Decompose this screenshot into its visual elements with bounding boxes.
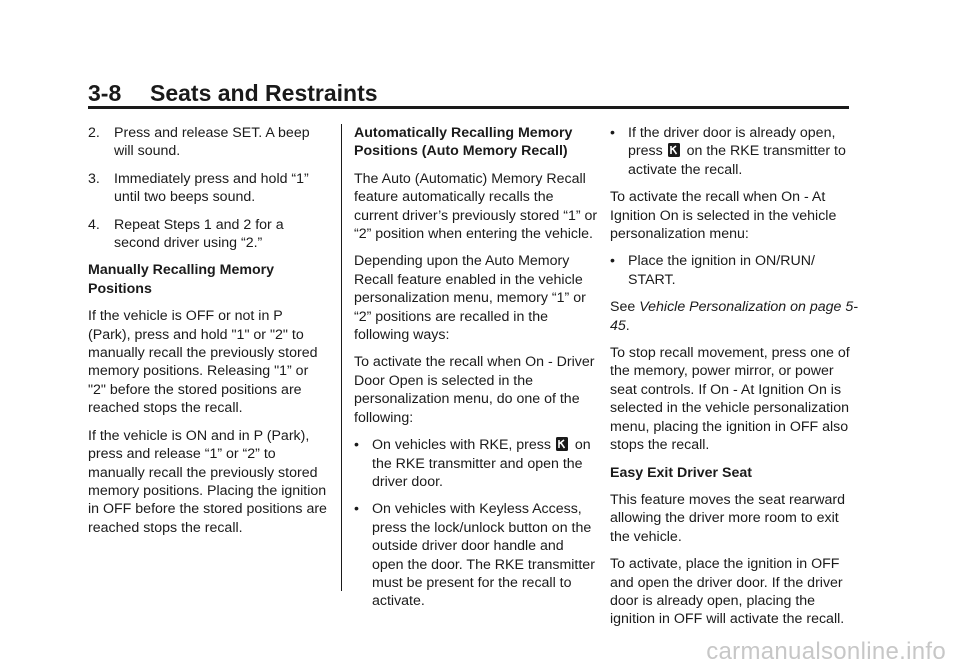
heading-easy-exit: Easy Exit Driver Seat [610,464,752,481]
paragraph-easy-exit-activate: To activate, place the ignition in OFF and open the driver door. If the driver door is already open, placing the ignition in OFF will activate the recall. [610,556,845,628]
column-2 [354,124,599,620]
bullet-dot: • [354,437,359,454]
bullet-dot: • [354,501,359,518]
unlock-key-icon [668,143,680,157]
paragraph-ignition-on: To activate the recall when On - At Ignition On is selected in the vehicle personalization menu: [610,189,837,243]
paragraph-manual-on: If the vehicle is ON and in P (Park), press and release “1” or “2” to manually recall the previously stored memory positions. Placing the ignition in OFF before the stored positions are reached stops the recall. [88,427,327,536]
step-4: 4. Repeat Steps 1 and 2 for a second driver using “2.” [88,216,284,252]
bullet-door-already-open: • If the driver door is already open, press on the RKE transmitter to activate the recall. [610,125,846,178]
paragraph-auto-depending: Depending upon the Auto Memory Recall feature enabled in the vehicle personalization menu, memory “1” or “2” positions are recalled in the following ways: [354,253,586,344]
unlock-key-icon [556,437,568,451]
paragraph-driver-door-open: To activate the recall when On - Driver Door Open is selected in the personalization menu, do one of the following: [354,354,595,426]
bullet-keyless-access: • On vehicles with Keyless Access, press the lock/unlock button on the outside driver door handle and open the door. The RKE transmitter must be present for the recall to activate. [354,501,595,610]
heading-auto-recall: Automatically Recalling Memory Positions (Auto Memory Recall) [354,125,573,160]
cross-reference-link[interactable]: Vehicle Personalization on page 5-45 [610,299,858,334]
watermark: carmanualsonline.info [706,638,946,665]
paragraph-manual-off: If the vehicle is OFF or not in P (Park), press and hold "1" or "2" to manually recall the previously stored memory positions. Releasing "1” or "2" before the stored positions are reached stops the recall. [88,308,318,417]
step-3: 3. Immediately press and hold “1” until two beeps sound. [88,170,309,206]
header-rule [88,106,849,109]
column-3 [610,124,860,638]
page-header [88,80,378,107]
paragraph-easy-exit-feature: This feature moves the seat rearward allowing the driver more room to exit the vehicle. [610,491,845,545]
step-2: 2. Press and release SET. A beep will sound. [88,125,310,160]
section-title: Seats and Restraints [150,80,378,106]
see-reference: See Vehicle Personalization on page 5-45. [610,299,858,334]
section-number: 3-8 [88,80,122,106]
column-divider [341,124,342,591]
bullet-dot: • [610,125,615,141]
bullet-dot: • [610,253,615,270]
paragraph-auto-intro: The Auto (Automatic) Memory Recall feature automatically recalls the current driver’s previously stored “1” or “2” position when entering the vehicle. [354,170,598,243]
paragraph-stop-recall: To stop recall movement, press one of the memory, power mirror, or power seat controls. If On - At Ignition On is selected in the vehicle personalization menu, placing the ignition in OFF also stops the recall. [610,345,850,454]
heading-manual-recall: Manually Recalling Memory Positions [88,262,275,297]
bullet-rke: • On vehicles with RKE, press on the RKE transmitter and open the driver door. [354,437,591,490]
bullet-ignition-run: • Place the ignition in ON/RUN/ START. [610,253,815,288]
column-1 [88,124,328,546]
